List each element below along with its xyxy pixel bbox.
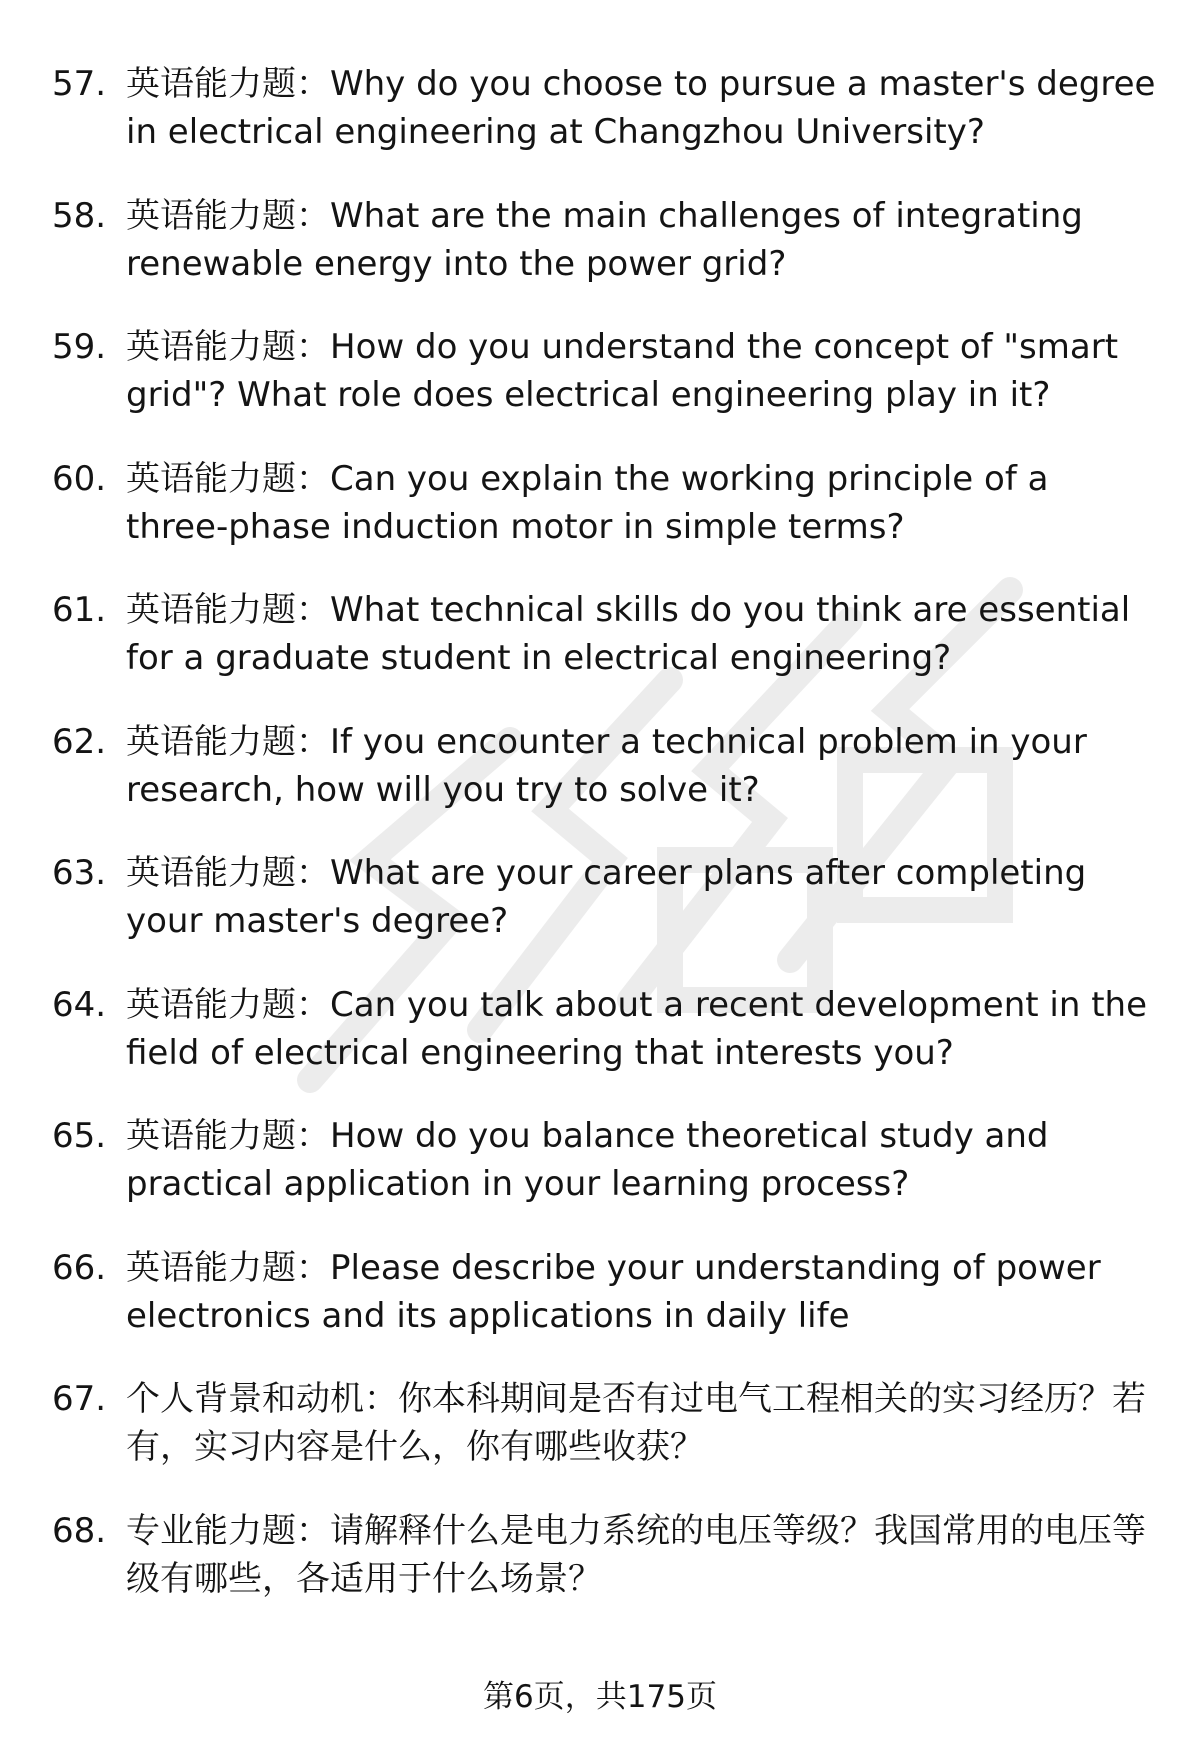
question-item <box>52 1507 1157 1639</box>
question-text: 英语能力题：Can you explain the working principle of a three-phase induction motor in simple terms? <box>126 458 1049 547</box>
question-text: 个人背景和动机：你本科期间是否有过电气工程相关的实习经历？若有，实习内容是什么，你有哪些收获？ <box>126 1379 1146 1467</box>
question-item <box>52 1112 1157 1244</box>
question-number: 64. <box>52 984 107 1025</box>
question-text: 英语能力题：How do you understand the concept of "smart grid"? What role does electrical engineering play in it? <box>126 327 1119 415</box>
question-text: 英语能力题：How do you balance theoretical study and practical application in your learning process? <box>126 1116 1049 1204</box>
question-number: 58. <box>52 195 107 236</box>
question-number: 57. <box>52 64 107 104</box>
question-number: 67. <box>52 1379 107 1419</box>
question-item <box>52 1244 1157 1376</box>
question-text: 英语能力题：Why do you choose to pursue a master's degree in electrical engineering at Changzhou University? <box>126 64 1156 152</box>
question-item <box>52 586 1157 718</box>
question-text: 英语能力题：What technical skills do you think are essential for a graduate student in electrical engineering? <box>126 590 1131 678</box>
question-number: 68. <box>52 1510 107 1551</box>
question-number: 59. <box>52 327 107 367</box>
page-number-label: 第6页，共175页 <box>483 1679 717 1715</box>
page-footer <box>0 1675 1200 1719</box>
question-item <box>52 718 1157 850</box>
question-item <box>52 192 1157 324</box>
question-number: 66. <box>52 1247 107 1288</box>
question-text: 英语能力题：What are your career plans after completing your master's degree? <box>126 853 1087 941</box>
question-item <box>52 981 1157 1113</box>
question-item <box>52 849 1157 981</box>
question-item <box>52 323 1157 455</box>
question-text: 英语能力题：Can you talk about a recent development in the field of electrical engineering that interests you? <box>126 984 1148 1073</box>
question-item <box>52 1375 1157 1507</box>
question-text: 英语能力题：If you encounter a technical problem in your research, how will you try to solve it? <box>126 721 1087 810</box>
question-text: 专业能力题：请解释什么是电力系统的电压等级？我国常用的电压等级有哪些，各适用于什么场景？ <box>126 1510 1146 1599</box>
question-number: 61. <box>52 590 107 630</box>
question-text: 英语能力题：Please describe your understanding of power electronics and its applications in daily life <box>126 1247 1101 1336</box>
question-number: 62. <box>52 721 107 762</box>
question-number: 65. <box>52 1116 107 1156</box>
question-item <box>52 60 1157 192</box>
question-item <box>52 455 1157 587</box>
question-number: 60. <box>52 458 107 499</box>
question-list <box>52 60 1157 1638</box>
question-text: 英语能力题：What are the main challenges of integrating renewable energy into the power grid? <box>126 195 1083 284</box>
question-number: 63. <box>52 853 107 893</box>
